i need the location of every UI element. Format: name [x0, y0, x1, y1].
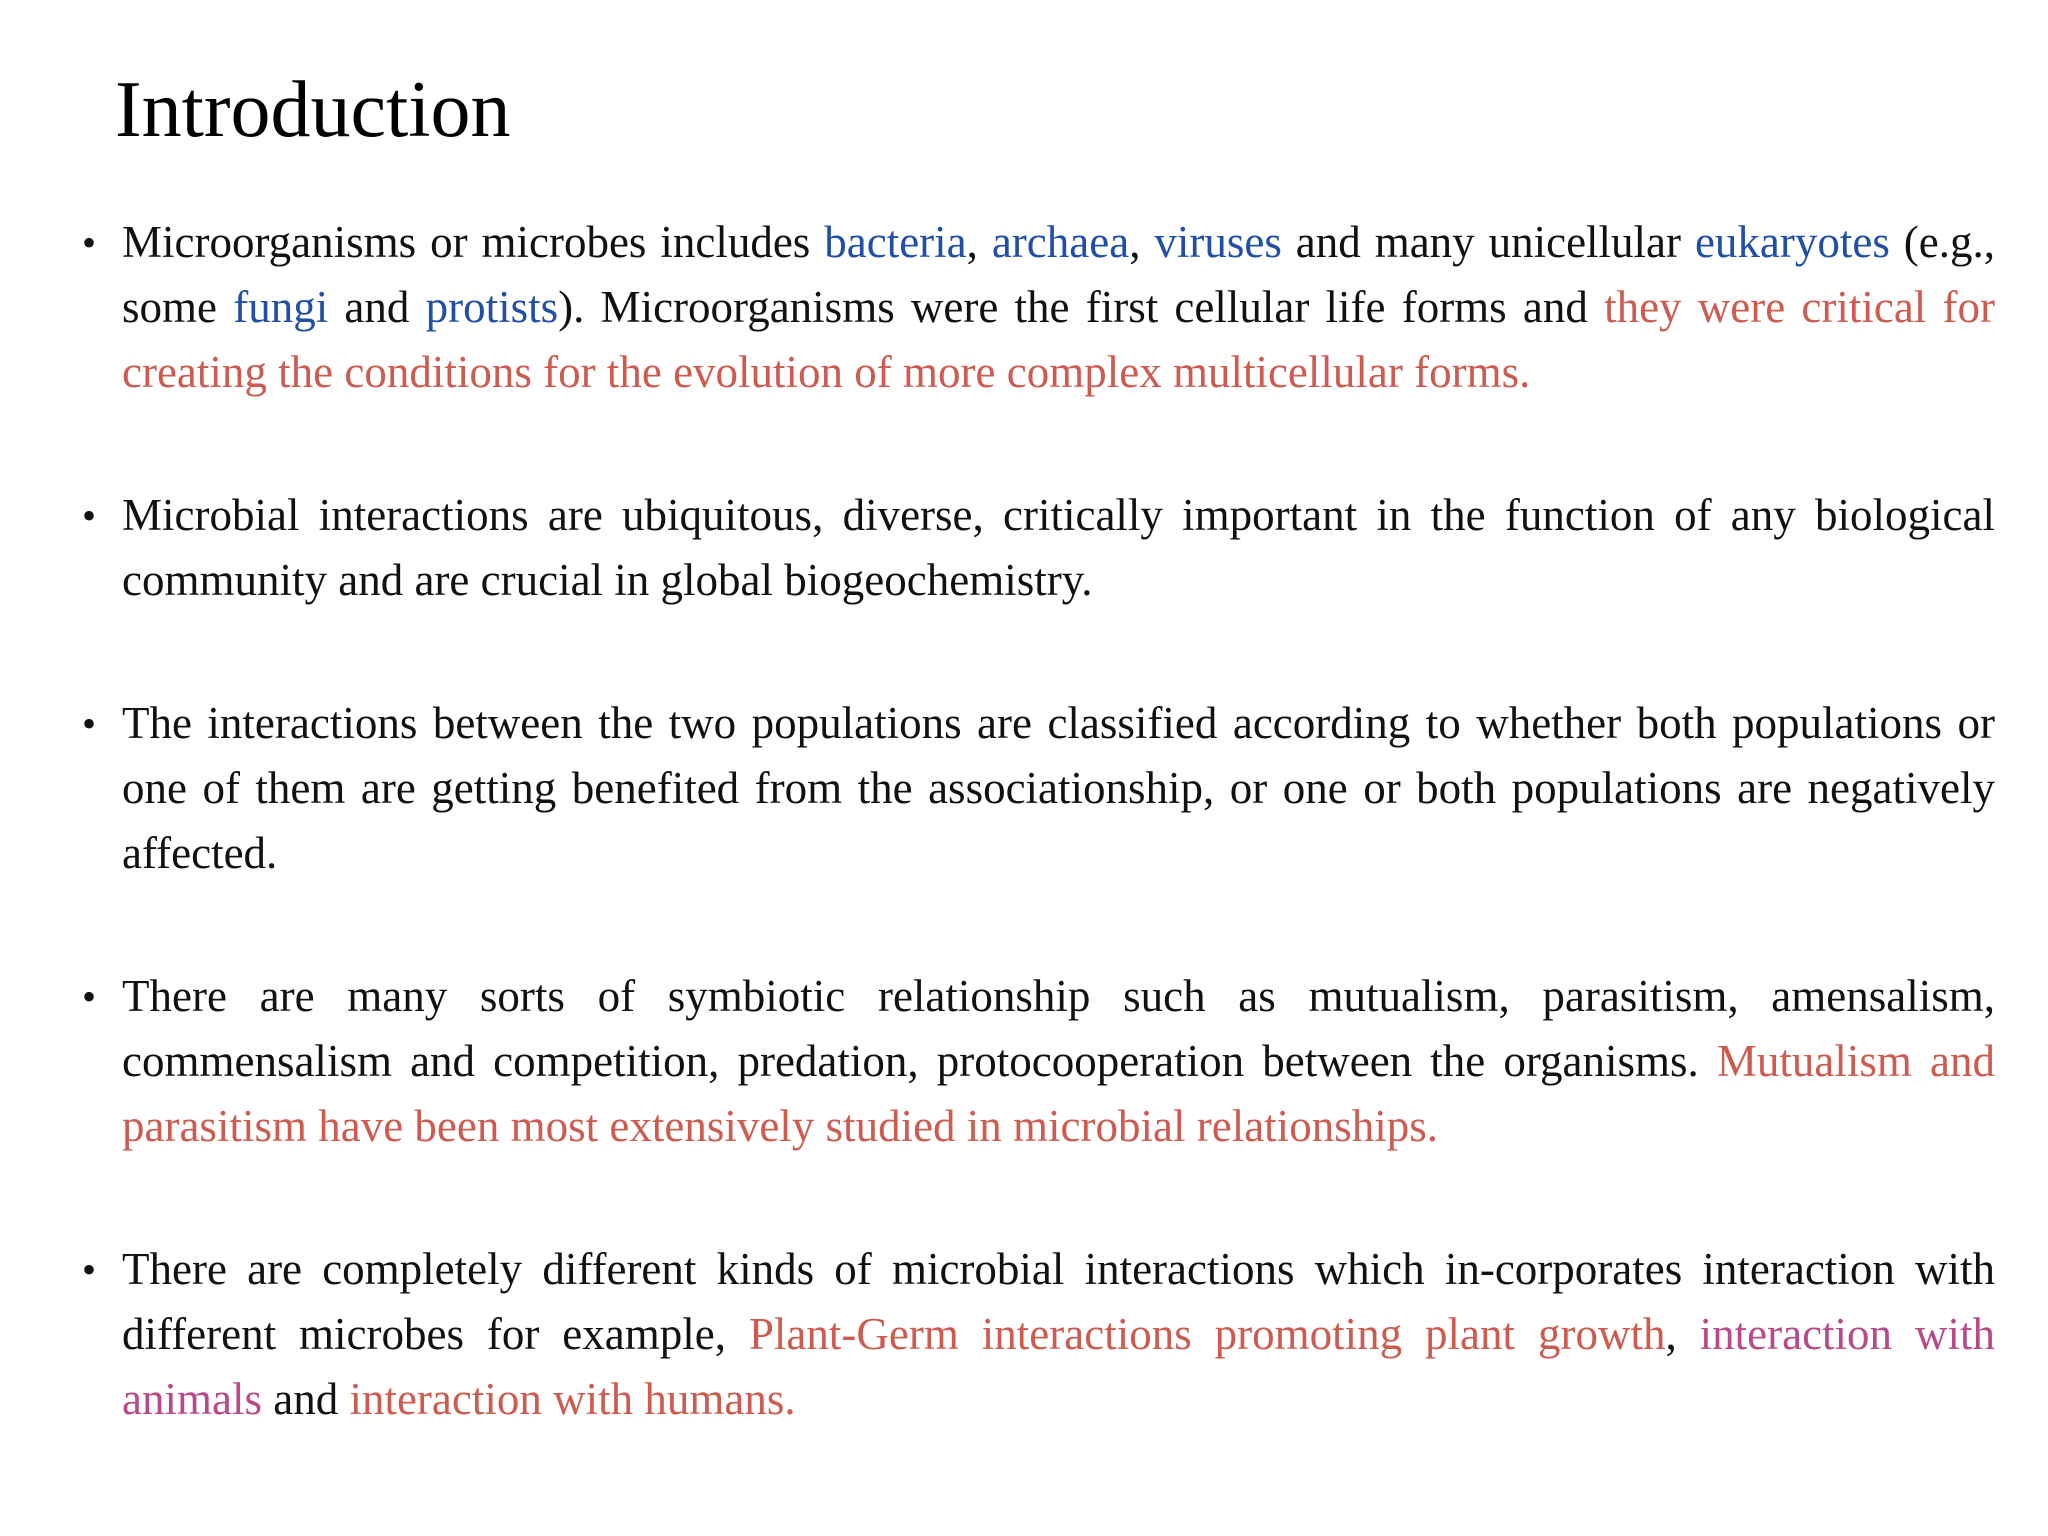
bullet-icon: •	[82, 1247, 97, 1292]
bullet-item	[80, 1237, 1995, 1432]
bullet-icon: •	[82, 701, 97, 746]
link-term[interactable]: eukaryotes	[1694, 217, 1890, 267]
bullet-item	[80, 691, 1995, 886]
text-run: The interactions between the two populations are classified according to whether both populations or one of them are getting benefited from the associationship, or one or both populations are negatively affected.	[122, 698, 1995, 878]
bullet-text	[122, 1244, 1995, 1424]
highlight-text: interaction with humans.	[349, 1374, 796, 1424]
link-term[interactable]: bacteria	[824, 217, 967, 267]
text-run: and many unicellular	[1281, 217, 1695, 267]
slide-title: Introduction	[115, 66, 511, 154]
text-run: Microbial interactions are ubiquitous, diverse, critically important in the function of any biological community and are crucial in global biogeochemistry.	[122, 490, 1995, 605]
link-term[interactable]: viruses	[1154, 217, 1282, 267]
bullet-icon: •	[82, 493, 97, 538]
text-run: and	[328, 282, 426, 332]
text-run: and	[261, 1374, 350, 1424]
text-run: ,	[1665, 1309, 1700, 1359]
text-run: ,	[1129, 217, 1155, 267]
text-run: (e.g., some	[122, 217, 1996, 332]
highlight-text: they were critical for creating the conditions for the evolution of more complex multicellular forms.	[122, 282, 1995, 397]
text-run: There are many sorts of symbiotic relationship such as mutualism, parasitism, amensalism, commensalism and competition, predation, protocooperation between the organisms.	[122, 971, 1995, 1086]
text-run: ,	[966, 217, 992, 267]
link-term[interactable]: archaea	[991, 217, 1130, 267]
bullet-item	[80, 964, 1995, 1159]
bullet-item	[80, 483, 1995, 613]
link-term[interactable]: protists	[425, 282, 559, 332]
bullet-text	[122, 698, 1995, 878]
bullet-text	[122, 490, 1995, 605]
bullet-text	[122, 217, 1995, 397]
highlight-text: interaction with animals	[122, 1309, 1995, 1424]
bullet-text	[122, 971, 1995, 1151]
text-run: Microorganisms or microbes includes	[122, 217, 825, 267]
bullet-icon: •	[82, 220, 97, 265]
text-run: There are completely different kinds of microbial interactions which in-corporates interaction with different microbes for example,	[122, 1244, 1995, 1359]
bullet-icon: •	[82, 974, 97, 1019]
highlight-text: Mutualism and parasitism have been most extensively studied in microbial relationships.	[122, 1036, 1995, 1151]
bullet-item	[80, 210, 1995, 405]
text-run: ). Microorganisms were the first cellular life forms and	[558, 282, 1605, 332]
bullet-list	[80, 210, 1995, 1510]
link-term[interactable]: fungi	[233, 282, 329, 332]
highlight-text: Plant-Germ interactions promoting plant growth	[748, 1309, 1666, 1359]
